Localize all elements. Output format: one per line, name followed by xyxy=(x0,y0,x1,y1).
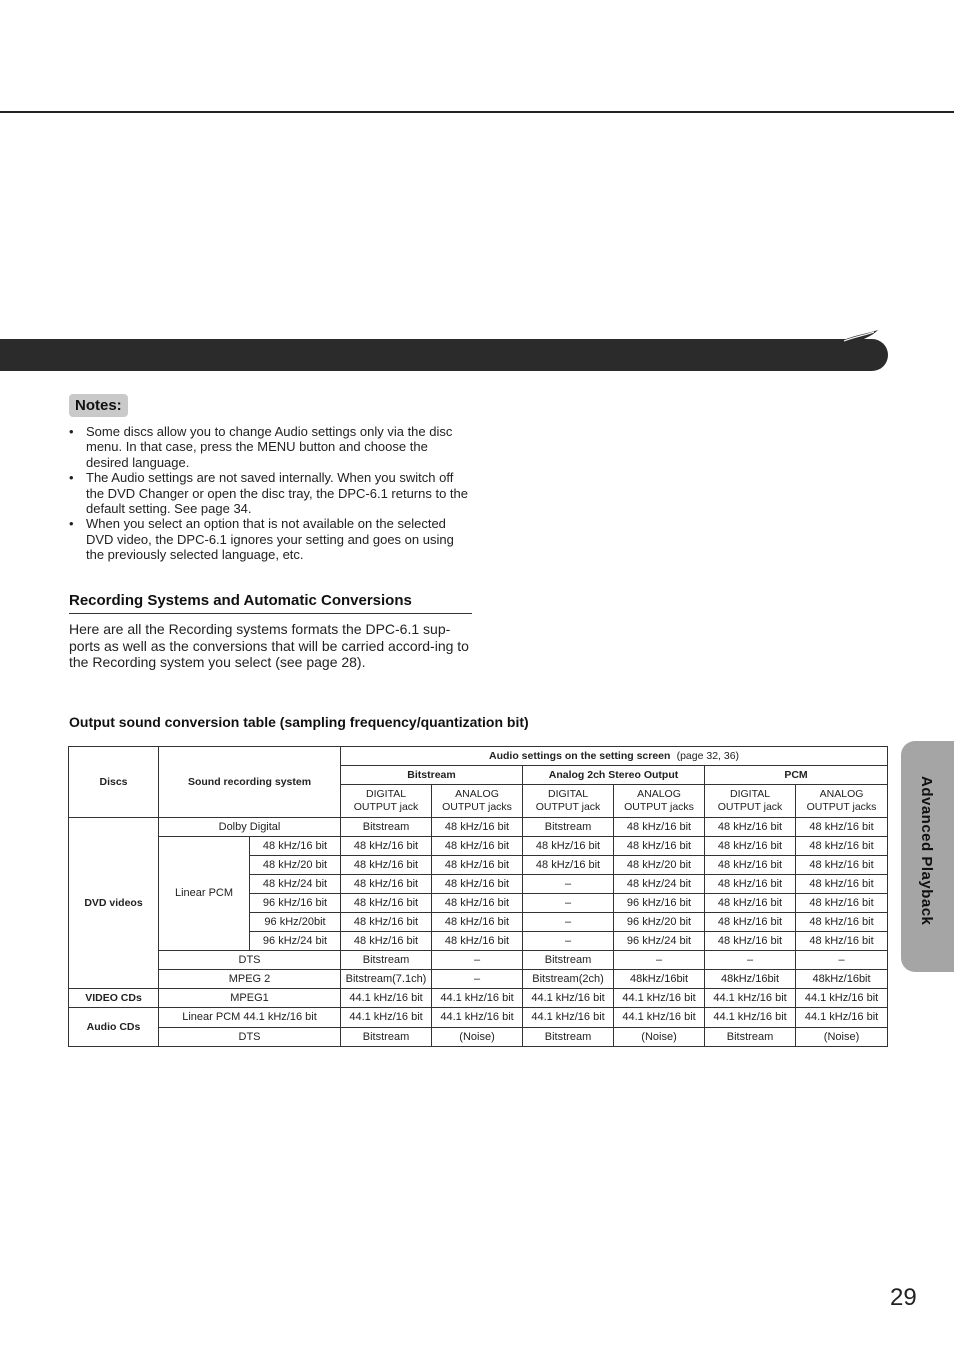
notes-label: Notes: xyxy=(69,394,128,417)
table-row xyxy=(69,1028,888,1047)
value-cell: 48 kHz/16 bit xyxy=(432,913,523,932)
conversion-table xyxy=(68,746,888,1047)
header-analog: ANALOG OUTPUT jacks xyxy=(432,785,523,818)
section-bar xyxy=(0,339,888,371)
value-cell: Bitstream xyxy=(341,951,432,970)
value-cell: 44.1 kHz/16 bit xyxy=(523,989,614,1008)
value-cell: – xyxy=(523,875,614,894)
value-cell: – xyxy=(523,932,614,951)
value-cell: Bitstream xyxy=(341,1028,432,1047)
header-digital: DIGITAL OUTPUT jack xyxy=(705,785,796,818)
list-item xyxy=(69,470,469,516)
value-cell: (Noise) xyxy=(614,1028,705,1047)
value-cell: 48 kHz/16 bit xyxy=(614,818,705,837)
disc-vcd: VIDEO CDs xyxy=(69,989,159,1008)
header-analog: ANALOG OUTPUT jacks xyxy=(796,785,888,818)
value-cell: 48 kHz/24 bit xyxy=(614,875,705,894)
value-cell: – xyxy=(796,951,888,970)
value-cell: 48 kHz/16 bit xyxy=(432,894,523,913)
value-cell: 96 kHz/20 bit xyxy=(614,913,705,932)
note-text: Some discs allow you to change Audio settings only via the disc menu. In that case, press the MENU button and choose the desired language. xyxy=(86,424,453,470)
value-cell: 44.1 kHz/16 bit xyxy=(523,1008,614,1028)
value-cell: 96 kHz/16 bit xyxy=(614,894,705,913)
value-cell: Bitstream xyxy=(523,951,614,970)
value-cell: 48 kHz/16 bit xyxy=(614,837,705,856)
value-cell: 48 kHz/16 bit xyxy=(432,932,523,951)
table-row xyxy=(69,989,888,1008)
system-cell: 48 kHz/20 bit xyxy=(250,856,341,875)
notes-list xyxy=(69,424,469,563)
value-cell: 48 kHz/16 bit xyxy=(705,856,796,875)
value-cell: 48 kHz/16 bit xyxy=(432,837,523,856)
system-cell: 96 kHz/24 bit xyxy=(250,932,341,951)
value-cell: 48 kHz/16 bit xyxy=(705,837,796,856)
value-cell: 48 kHz/16 bit xyxy=(705,875,796,894)
value-cell: 44.1 kHz/16 bit xyxy=(341,1008,432,1028)
value-cell: 48 kHz/16 bit xyxy=(341,856,432,875)
value-cell: Bitstream xyxy=(523,1028,614,1047)
value-cell: 44.1 kHz/16 bit xyxy=(705,989,796,1008)
header-group-pcm: PCM xyxy=(705,766,888,785)
value-cell: 48kHz/16bit xyxy=(705,970,796,989)
header-digital: DIGITAL OUTPUT jack xyxy=(341,785,432,818)
header-analog: ANALOG OUTPUT jacks xyxy=(614,785,705,818)
note-text: When you select an option that is not available on the selected DVD video, the DPC-6.1 ignores your setting and goes on using the previously selected language, etc. xyxy=(86,516,454,563)
bullet-icon: • xyxy=(69,470,74,486)
value-cell: – xyxy=(614,951,705,970)
header-audio-settings xyxy=(341,747,888,766)
system-cell: 48 kHz/24 bit xyxy=(250,875,341,894)
audio-settings-ref: (page 32, 36) xyxy=(676,749,740,762)
system-cell: MPEG1 xyxy=(159,989,341,1008)
value-cell: 48kHz/16bit xyxy=(614,970,705,989)
list-item xyxy=(69,424,469,470)
table-row xyxy=(69,1008,888,1028)
value-cell: 44.1 kHz/16 bit xyxy=(796,989,888,1008)
list-item xyxy=(69,516,469,562)
swoosh-icon xyxy=(838,326,882,346)
value-cell: 48 kHz/16 bit xyxy=(796,837,888,856)
system-cell: Linear PCM 44.1 kHz/16 bit xyxy=(159,1008,341,1028)
value-cell: 44.1 kHz/16 bit xyxy=(432,1008,523,1028)
value-cell: 48 kHz/16 bit xyxy=(705,913,796,932)
value-cell: 48 kHz/16 bit xyxy=(432,818,523,837)
value-cell: – xyxy=(432,970,523,989)
value-cell: 48 kHz/16 bit xyxy=(523,837,614,856)
value-cell: 48 kHz/16 bit xyxy=(796,894,888,913)
value-cell: – xyxy=(523,913,614,932)
header-group-analog: Analog 2ch Stereo Output xyxy=(523,766,705,785)
value-cell: 44.1 kHz/16 bit xyxy=(705,1008,796,1028)
value-cell: 48 kHz/16 bit xyxy=(796,818,888,837)
value-cell: 48 kHz/16 bit xyxy=(705,894,796,913)
value-cell: 48 kHz/16 bit xyxy=(705,932,796,951)
value-cell: 48 kHz/16 bit xyxy=(796,932,888,951)
value-cell: (Noise) xyxy=(796,1028,888,1047)
value-cell: 48 kHz/16 bit xyxy=(432,875,523,894)
top-rule xyxy=(0,111,954,113)
value-cell: Bitstream(7.1ch) xyxy=(341,970,432,989)
value-cell: 48 kHz/16 bit xyxy=(341,837,432,856)
table-row xyxy=(69,818,888,837)
disc-acd: Audio CDs xyxy=(69,1008,159,1047)
header-discs: Discs xyxy=(69,747,159,818)
system-cell: 96 kHz/16 bit xyxy=(250,894,341,913)
value-cell: 44.1 kHz/16 bit xyxy=(796,1008,888,1028)
value-cell: 44.1 kHz/16 bit xyxy=(614,989,705,1008)
value-cell: – xyxy=(432,951,523,970)
value-cell: 48 kHz/16 bit xyxy=(796,856,888,875)
header-group-bitstream: Bitstream xyxy=(341,766,523,785)
system-linear-pcm: Linear PCM xyxy=(159,837,250,951)
table-title: Output sound conversion table (sampling frequency/quantization bit) xyxy=(69,714,529,730)
value-cell: 48kHz/16bit xyxy=(796,970,888,989)
table-row xyxy=(69,837,888,856)
value-cell: 48 kHz/16 bit xyxy=(341,875,432,894)
value-cell: 48 kHz/16 bit xyxy=(796,875,888,894)
value-cell: 48 kHz/20 bit xyxy=(614,856,705,875)
section-heading: Recording Systems and Automatic Conversions xyxy=(69,592,472,614)
header-digital: DIGITAL OUTPUT jack xyxy=(523,785,614,818)
value-cell: Bitstream xyxy=(523,818,614,837)
system-cell: 48 kHz/16 bit xyxy=(250,837,341,856)
system-cell: MPEG 2 xyxy=(159,970,341,989)
page-number: 29 xyxy=(890,1284,917,1311)
system-cell: DTS xyxy=(159,1028,341,1047)
value-cell: 48 kHz/16 bit xyxy=(341,894,432,913)
system-cell: Dolby Digital xyxy=(159,818,341,837)
header-sound-system: Sound recording system xyxy=(159,747,341,818)
bullet-icon: • xyxy=(69,516,74,532)
value-cell: 44.1 kHz/16 bit xyxy=(341,989,432,1008)
system-cell: 96 kHz/20bit xyxy=(250,913,341,932)
value-cell: Bitstream(2ch) xyxy=(523,970,614,989)
value-cell: (Noise) xyxy=(432,1028,523,1047)
bullet-icon: • xyxy=(69,424,74,439)
audio-settings-label: Audio settings on the setting screen xyxy=(489,749,671,762)
note-text: The Audio settings are not saved internally. When you switch off the DVD Changer or open the disc tray, the DPC-6.1 returns to the default setting. See page 34. xyxy=(86,470,469,517)
value-cell: – xyxy=(705,951,796,970)
disc-dvd: DVD videos xyxy=(69,818,159,989)
value-cell: 48 kHz/16 bit xyxy=(341,913,432,932)
value-cell: 44.1 kHz/16 bit xyxy=(432,989,523,1008)
value-cell: 48 kHz/16 bit xyxy=(796,913,888,932)
value-cell: 48 kHz/16 bit xyxy=(432,856,523,875)
value-cell: Bitstream xyxy=(705,1028,796,1047)
system-cell: DTS xyxy=(159,951,341,970)
table-row xyxy=(69,970,888,989)
value-cell: 48 kHz/16 bit xyxy=(341,932,432,951)
table-row xyxy=(69,951,888,970)
side-tab-label: Advanced Playback xyxy=(918,776,935,926)
value-cell: Bitstream xyxy=(341,818,432,837)
value-cell: 96 kHz/24 bit xyxy=(614,932,705,951)
intro-paragraph: Here are all the Recording systems formats the DPC-6.1 sup-ports as well as the conversions that will be carried accord-ing to the Recording system you select (see page 28). xyxy=(69,621,469,671)
value-cell: – xyxy=(523,894,614,913)
value-cell: 44.1 kHz/16 bit xyxy=(614,1008,705,1028)
value-cell: 48 kHz/16 bit xyxy=(705,818,796,837)
value-cell: 48 kHz/16 bit xyxy=(523,856,614,875)
